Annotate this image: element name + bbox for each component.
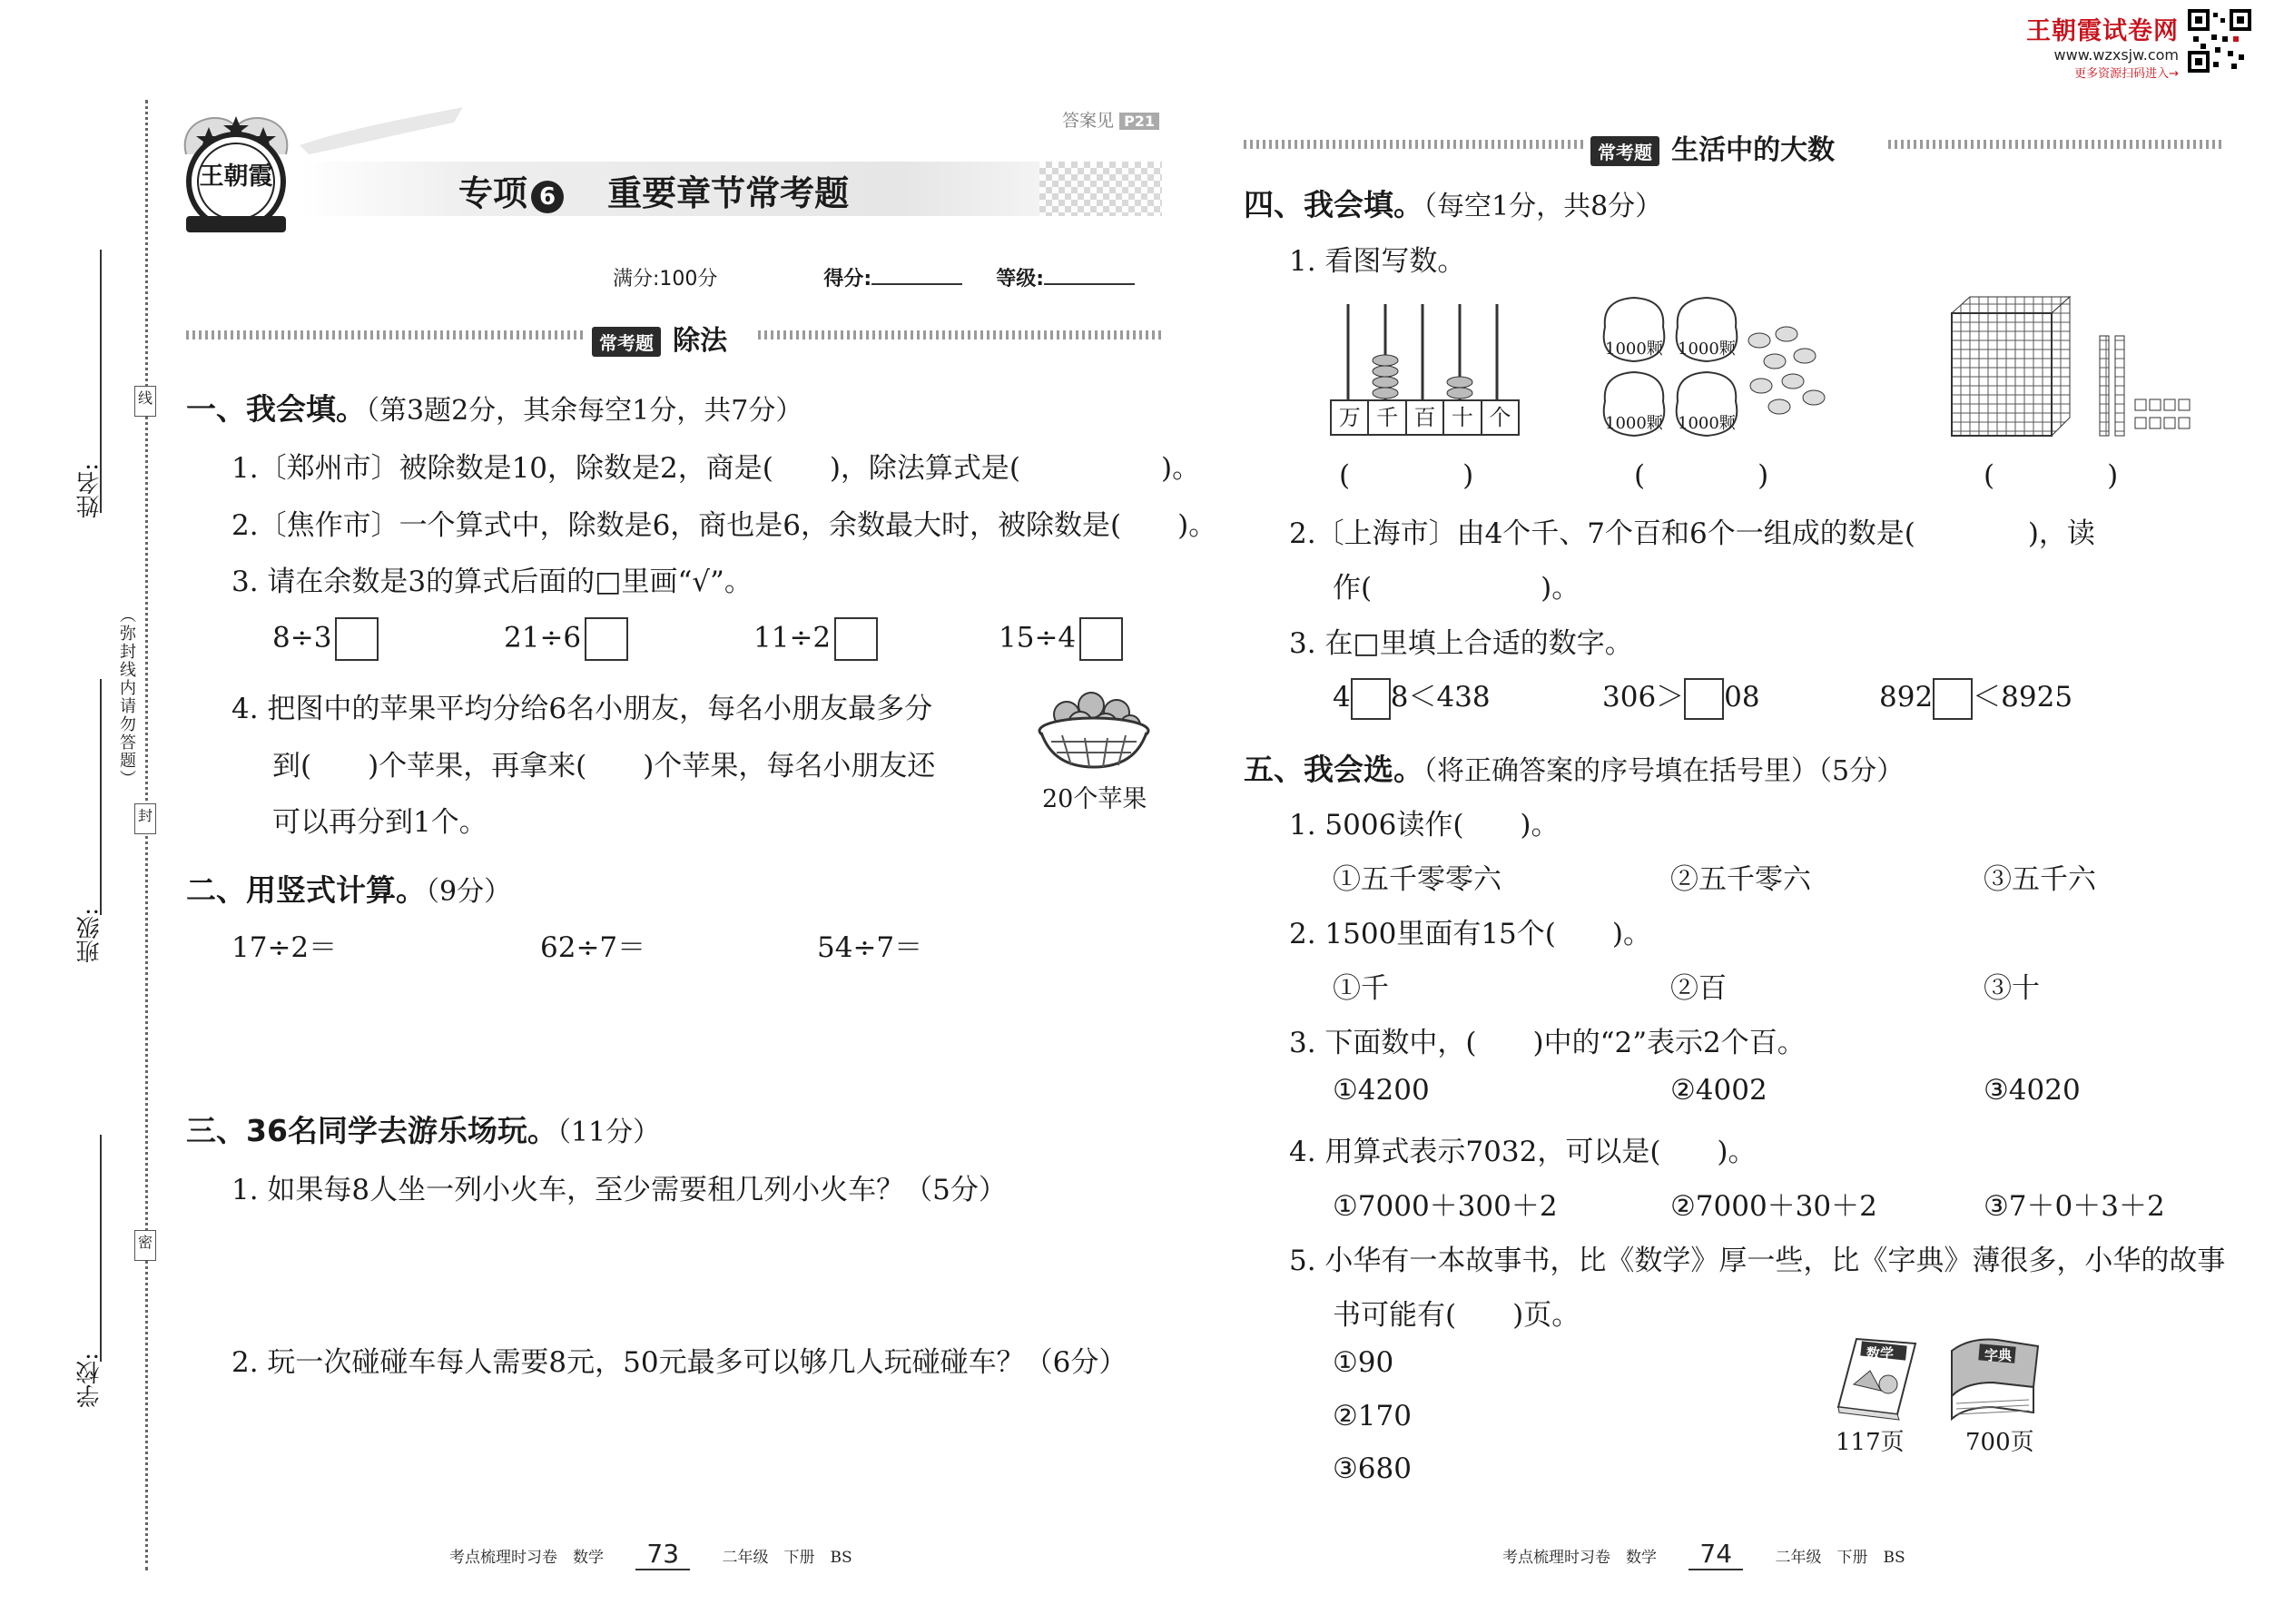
dictionary-pages: 700页 <box>1965 1429 2034 1456</box>
score-label: 得分: <box>823 268 872 290</box>
abacus-icon <box>1330 300 1516 399</box>
cut-mark-2-text: 封 <box>137 807 153 824</box>
abacus-label-shi: 十 <box>1444 401 1482 434</box>
check-item-4 <box>999 617 1123 661</box>
unit-divider-right-b <box>1888 140 2224 149</box>
unit-title-right: 生活中的大数 <box>1671 134 1836 166</box>
tag-badge: 常考题 <box>592 327 661 357</box>
question-4-1: 1. 看图写数。 <box>1289 245 1466 278</box>
section-5-title: 五、我会选。 <box>1244 752 1423 787</box>
fill-item-2-b: 08 <box>1724 681 1760 714</box>
abacus-label-qian: 千 <box>1369 401 1406 434</box>
question-1-3: 3. 请在余数是3的算式后面的□里画“√”。 <box>231 566 753 598</box>
choice-4-opt-c[interactable]: ③7＋0＋3＋2 <box>1984 1190 2165 1223</box>
unit-divider-right-a <box>1244 140 1584 149</box>
question-3-2: 2. 玩一次碰碰车每人需要8元，50元最多可以够几人玩碰碰车？（6分） <box>231 1346 1127 1379</box>
answer-blank-1[interactable]: ( ) <box>1339 459 1474 492</box>
fill-item-2-a: 306＞ <box>1602 681 1685 714</box>
choice-2: 2. 1500里面有15个( )。 <box>1289 918 1651 950</box>
calc-item-2: 62÷7＝ <box>540 931 646 964</box>
choice-4-opt-b[interactable]: ②7000＋30＋2 <box>1670 1190 1877 1223</box>
bag-label-4: 1000颗 <box>1678 414 1736 433</box>
footer-right <box>1502 1539 1905 1570</box>
check-box-4[interactable] <box>1079 617 1123 661</box>
check-item-3 <box>753 617 878 661</box>
dictionary-title: 字典 <box>1984 1347 2013 1363</box>
abacus-label-ge: 个 <box>1489 405 1511 430</box>
bag-label-1: 1000颗 <box>1605 340 1663 359</box>
cut-mark-3 <box>134 1230 156 1261</box>
brand-slogan: 更多资源扫码进入→ <box>2074 67 2179 81</box>
fill-item-3 <box>1879 674 2072 720</box>
seal-note: （弥封线内请勿答题） <box>117 606 136 788</box>
abacus-label-row <box>1330 399 1520 436</box>
check-item-1 <box>272 617 379 661</box>
cube-blocks-icon <box>1934 295 2224 440</box>
answer-page-badge: P21 <box>1119 113 1159 130</box>
question-1-4-line3: 可以再分到1个。 <box>272 806 487 839</box>
unit-divider-left-b <box>758 330 1162 340</box>
score-field[interactable] <box>871 265 962 285</box>
cut-mark-2 <box>134 803 156 834</box>
abacus-figure <box>1330 300 1516 436</box>
full-score-text: 满分:100分 <box>613 268 718 290</box>
question-3-1: 1. 如果每8人坐一列小火车，至少需要租几列小火车？（5分） <box>231 1174 1007 1206</box>
question-4-2-line1: 2.〔上海市〕由4个千、7个百和6个一组成的数是( )，读 <box>1289 517 2095 550</box>
check-item-1-expr: 8÷3 <box>272 621 332 655</box>
name-label: 姓名: <box>76 463 103 518</box>
question-4-3: 3. 在□里填上合适的数字。 <box>1289 627 1633 660</box>
unit-divider-left-a <box>186 330 586 340</box>
choice-3-opt-b[interactable]: ②4002 <box>1670 1074 1767 1107</box>
choice-2-opt-c[interactable]: ③十 <box>1984 972 2040 1005</box>
section-2-title: 二、用竖式计算。 <box>186 872 426 908</box>
qr-code-icon[interactable] <box>2188 9 2251 73</box>
cut-mark-1 <box>134 386 156 417</box>
bag-label-3: 1000颗 <box>1605 414 1663 433</box>
section-5-note: （将正确答案的序号填在括号里）（5分） <box>1423 755 1905 787</box>
abacus-label-wan: 万 <box>1332 401 1369 434</box>
section-4-note: （每空1分，共8分） <box>1423 191 1663 222</box>
section-1-title: 一、我会填。 <box>186 391 366 427</box>
checker-decoration <box>1039 162 1162 216</box>
logo-badge <box>168 100 304 236</box>
cut-mark-3-text: 密 <box>137 1234 153 1251</box>
fill-item-1-b: 8＜438 <box>1390 681 1491 714</box>
topic-prefix: 专项 <box>458 173 528 213</box>
math-book-icon <box>1834 1334 1920 1421</box>
calc-item-3: 54÷7＝ <box>817 931 923 964</box>
footer-right-book: 考点梳理时习卷 数学 <box>1502 1549 1657 1567</box>
section-2-heading <box>186 867 511 910</box>
brand-url[interactable]: www.wzxsjw.com <box>2053 46 2179 64</box>
answer-blank-3[interactable]: ( ) <box>1984 459 2119 492</box>
school-label: 学校: <box>76 1353 103 1408</box>
class-label: 班级: <box>76 908 103 963</box>
cut-mark-1-text: 线 <box>137 389 153 407</box>
choice-4-opt-a[interactable]: ①7000＋300＋2 <box>1333 1190 1558 1223</box>
brand-block <box>2024 11 2179 81</box>
grade-field[interactable] <box>1044 265 1135 285</box>
fill-box-3[interactable] <box>1933 678 1973 720</box>
score-row <box>613 263 1135 291</box>
question-1-1: 1.〔郑州市〕被除数是10，除数是2，商是( )，除法算式是( )。 <box>231 452 1201 485</box>
section-5-heading <box>1244 746 1904 789</box>
footer-left <box>449 1539 852 1570</box>
choice-2-opt-b[interactable]: ②百 <box>1670 972 1727 1005</box>
choice-1-opt-c[interactable]: ③五千六 <box>1984 863 2096 896</box>
fill-item-3-a: 892 <box>1879 681 1934 714</box>
ribbon-decoration <box>300 100 463 154</box>
answer-ref-text: 答案见 <box>1062 111 1115 131</box>
apple-basket-icon <box>1035 685 1153 772</box>
check-box-2[interactable] <box>585 617 628 661</box>
choice-2-opt-a[interactable]: ①千 <box>1333 972 1389 1005</box>
check-item-3-expr: 11÷2 <box>753 621 832 655</box>
binding-line <box>145 100 148 1570</box>
footer-left-book: 考点梳理时习卷 数学 <box>449 1549 604 1567</box>
choice-5-opt-a[interactable]: ①90 <box>1333 1346 1394 1379</box>
check-item-4-expr: 15÷4 <box>999 621 1077 655</box>
fill-item-2 <box>1602 674 1760 720</box>
section-4-heading <box>1244 182 1662 224</box>
page-number-right: 74 <box>1689 1539 1743 1570</box>
page-title <box>458 165 849 215</box>
tag-badge-right: 常考题 <box>1590 136 1659 166</box>
answer-reference <box>1062 107 1159 132</box>
choice-1-opt-b[interactable]: ②五千零六 <box>1670 863 1811 896</box>
topic-number-badge: 6 <box>531 181 564 213</box>
question-1-4-line1: 4. 把图中的苹果平均分给6名小朋友，每名小朋友最多分 <box>231 693 933 725</box>
abacus-label-bai: 百 <box>1407 401 1444 434</box>
question-1-4-line2: 到( )个苹果，再拿来( )个苹果，每名小朋友还 <box>272 750 936 782</box>
choice-5-line1: 5. 小华有一本故事书，比《数学》厚一些，比《字典》薄很多，小华的故事 <box>1289 1245 2226 1277</box>
choice-3-opt-c[interactable]: ③4020 <box>1984 1074 2081 1107</box>
check-box-3[interactable] <box>834 617 878 661</box>
section-1-heading <box>186 386 802 428</box>
fill-item-1 <box>1333 674 1491 720</box>
unit-title-left: 除法 <box>673 325 728 357</box>
choice-4: 4. 用算式表示7032，可以是( )。 <box>1289 1136 1757 1168</box>
question-1-2: 2.〔焦作市〕一个算式中，除数是6，商也是6，余数最大时，被除数是( )。 <box>231 509 1217 542</box>
dictionary-icon <box>1943 1333 2043 1423</box>
footer-right-grade: 二年级 下册 BS <box>1775 1549 1905 1567</box>
class-underline <box>100 679 102 915</box>
fill-box-2[interactable] <box>1684 678 1724 720</box>
unit-header-left <box>592 318 727 358</box>
choice-5-opt-c[interactable]: ③680 <box>1333 1452 1412 1485</box>
section-1-note: （第3题2分，其余每空1分，共7分） <box>366 395 803 427</box>
grade-label: 等级: <box>996 268 1045 290</box>
choice-1: 1. 5006读作( )。 <box>1289 809 1560 842</box>
question-4-2-line2: 作( )。 <box>1333 572 1580 605</box>
check-item-2-expr: 21÷6 <box>504 621 582 655</box>
math-book-title: 数学 <box>1866 1345 1895 1362</box>
section-3-title: 三、36名同学去游乐场玩。 <box>186 1113 557 1148</box>
cubes-figure <box>1934 295 2224 440</box>
choice-3: 3. 下面数中，( )中的“2”表示2个百。 <box>1289 1027 1806 1059</box>
choice-1-opt-a[interactable]: ①五千零零六 <box>1333 863 1501 896</box>
section-4-title: 四、我会填。 <box>1244 187 1423 222</box>
fill-box-1[interactable] <box>1351 678 1391 720</box>
check-item-2 <box>504 617 628 661</box>
candy-bags-figure <box>1598 290 1834 440</box>
check-box-1[interactable] <box>335 617 379 661</box>
unit-header-right <box>1590 127 1835 167</box>
topic-title: 重要章节常考题 <box>607 173 850 213</box>
bag-label-2: 1000颗 <box>1678 340 1736 359</box>
section-3-heading <box>186 1107 660 1150</box>
section-3-note: （11分） <box>556 1117 661 1148</box>
calc-item-1: 17÷2＝ <box>231 931 338 964</box>
school-underline <box>100 1135 102 1362</box>
choice-5-opt-b[interactable]: ②170 <box>1333 1400 1412 1432</box>
section-2-note: （9分） <box>426 876 512 908</box>
fill-item-3-b: ＜8925 <box>1973 681 2073 714</box>
logo-text: 王朝霞 <box>199 162 273 191</box>
footer-left-grade: 二年级 下册 BS <box>722 1549 852 1567</box>
choice-3-opt-a[interactable]: ①4200 <box>1333 1074 1430 1107</box>
apple-caption: 20个苹果 <box>1042 785 1147 813</box>
page-number-left: 73 <box>635 1539 690 1570</box>
brand-name: 王朝霞试卷网 <box>2026 17 2179 45</box>
choice-5-line2: 书可能有( )页。 <box>1333 1299 1580 1332</box>
fill-item-1-a: 4 <box>1333 681 1351 714</box>
answer-blank-2[interactable]: ( ) <box>1634 459 1769 492</box>
math-book-pages: 117页 <box>1836 1429 1905 1456</box>
